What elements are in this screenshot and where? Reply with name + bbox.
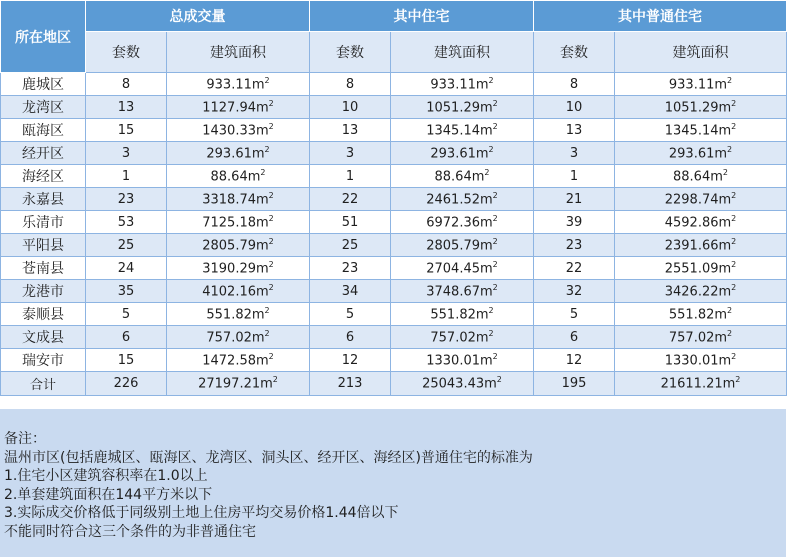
note-line: 1.住宅小区建筑容积率在1.0以上 — [4, 468, 208, 484]
res-count-cell: 51 — [310, 211, 391, 234]
total-count-cell: 35 — [86, 280, 167, 303]
region-cell: 瓯海区 — [1, 119, 86, 142]
total-count-cell: 24 — [86, 257, 167, 280]
region-cell: 文成县 — [1, 326, 86, 349]
res-count-cell: 25 — [310, 234, 391, 257]
header-residential: 其中住宅 — [310, 1, 534, 32]
total-count: 226 — [86, 372, 167, 396]
res-area-cell: $293.61m^2$ — [391, 142, 534, 165]
res-area-cell: $551.82m^2$ — [391, 303, 534, 326]
res-area-cell: $2805.79m^2$ — [391, 234, 534, 257]
table-body — [1, 73, 787, 372]
ord-count-cell: 1 — [534, 165, 615, 188]
note-line: 2.单套建筑面积在144平方米以下 — [4, 486, 213, 503]
ord-area-cell: $2298.74m^2$ — [615, 188, 787, 211]
total-res-area: $25043.43m^2$ — [391, 372, 534, 396]
total-count-cell: 8 — [86, 73, 167, 96]
total-area-cell: $1127.94m^2$ — [167, 96, 310, 119]
ord-count-cell: 23 — [534, 234, 615, 257]
total-count-cell: 13 — [86, 96, 167, 119]
ord-area-cell: $2391.66m^2$ — [615, 234, 787, 257]
ord-count-cell: 22 — [534, 257, 615, 280]
total-ord-area: $21611.21m^2$ — [615, 372, 787, 396]
region-cell: 永嘉县 — [1, 188, 86, 211]
total-area-cell: $88.64m^2$ — [167, 165, 310, 188]
total-count-cell: 53 — [86, 211, 167, 234]
total-count-cell: 25 — [86, 234, 167, 257]
region-cell: 瑞安市 — [1, 349, 86, 372]
region-cell: 乐清市 — [1, 211, 86, 234]
total-count-cell: 6 — [86, 326, 167, 349]
total-area-cell: $3190.29m^2$ — [167, 257, 310, 280]
table-row — [1, 349, 787, 372]
subheader-ord-count: 套数 — [534, 32, 615, 73]
total-count-cell: 3 — [86, 142, 167, 165]
res-count-cell: 1 — [310, 165, 391, 188]
table-row — [1, 280, 787, 303]
res-area-cell: $757.02m^2$ — [391, 326, 534, 349]
ord-area-cell: $4592.86m^2$ — [615, 211, 787, 234]
res-area-cell: $88.64m^2$ — [391, 165, 534, 188]
total-ord-count: 195 — [534, 372, 615, 396]
note-line: 不能同时符合这三个条件的为非普通住宅 — [4, 523, 256, 540]
region-cell: 苍南县 — [1, 257, 86, 280]
ord-count-cell: 5 — [534, 303, 615, 326]
subheader-res-area: 建筑面积 — [391, 32, 534, 73]
ord-area-cell: $2551.09m^2$ — [615, 257, 787, 280]
res-area-cell: $1345.14m^2$ — [391, 119, 534, 142]
ord-area-cell: $293.61m^2$ — [615, 142, 787, 165]
total-area-cell: $2805.79m^2$ — [167, 234, 310, 257]
res-area-cell: $6972.36m^2$ — [391, 211, 534, 234]
res-area-cell: $1330.01m^2$ — [391, 349, 534, 372]
res-count-cell: 10 — [310, 96, 391, 119]
ord-count-cell: 21 — [534, 188, 615, 211]
subheader-ord-area: 建筑面积 — [615, 32, 787, 73]
region-cell: 平阳县 — [1, 234, 86, 257]
ord-area-cell: $757.02m^2$ — [615, 326, 787, 349]
header-total: 总成交量 — [86, 1, 310, 32]
res-area-cell: $3748.67m^2$ — [391, 280, 534, 303]
ord-count-cell: 6 — [534, 326, 615, 349]
table-row — [1, 165, 787, 188]
notes-panel — [0, 409, 786, 557]
res-area-cell: $2461.52m^2$ — [391, 188, 534, 211]
table-row — [1, 303, 787, 326]
res-count-cell: 34 — [310, 280, 391, 303]
total-area-cell: $4102.16m^2$ — [167, 280, 310, 303]
table-row — [1, 326, 787, 349]
total-count-cell: 15 — [86, 349, 167, 372]
ord-area-cell: $88.64m^2$ — [615, 165, 787, 188]
total-area-cell: $7125.18m^2$ — [167, 211, 310, 234]
region-cell: 泰顺县 — [1, 303, 86, 326]
total-res-count: 213 — [310, 372, 391, 396]
res-count-cell: 23 — [310, 257, 391, 280]
ord-count-cell: 8 — [534, 73, 615, 96]
res-count-cell: 8 — [310, 73, 391, 96]
table-row — [1, 188, 787, 211]
res-area-cell: $933.11m^2$ — [391, 73, 534, 96]
ord-count-cell: 12 — [534, 349, 615, 372]
ord-area-cell: $1051.29m^2$ — [615, 96, 787, 119]
total-area-cell: $551.82m^2$ — [167, 303, 310, 326]
note-line: 3.实际成交价格低于同级别土地上住房平均交易价格1.44倍以下 — [4, 505, 399, 521]
total-area-cell: $757.02m^2$ — [167, 326, 310, 349]
ord-count-cell: 10 — [534, 96, 615, 119]
total-area: $27197.21m^2$ — [167, 372, 310, 396]
table-row — [1, 234, 787, 257]
res-area-cell: $2704.45m^2$ — [391, 257, 534, 280]
ord-area-cell: $933.11m^2$ — [615, 73, 787, 96]
table-row — [1, 142, 787, 165]
ord-area-cell: $551.82m^2$ — [615, 303, 787, 326]
ord-area-cell: $3426.22m^2$ — [615, 280, 787, 303]
total-area-cell: $293.61m^2$ — [167, 142, 310, 165]
ord-area-cell: $1345.14m^2$ — [615, 119, 787, 142]
total-count-cell: 23 — [86, 188, 167, 211]
ord-count-cell: 13 — [534, 119, 615, 142]
header-ordinary-residential: 其中普通住宅 — [534, 1, 787, 32]
subheader-total-count: 套数 — [86, 32, 167, 73]
res-count-cell: 3 — [310, 142, 391, 165]
res-count-cell: 22 — [310, 188, 391, 211]
note-title: 备注： — [4, 431, 46, 447]
header-region: 所在地区 — [1, 1, 86, 73]
ord-count-cell: 39 — [534, 211, 615, 234]
table-row — [1, 211, 787, 234]
total-area-cell: $3318.74m^2$ — [167, 188, 310, 211]
table-row — [1, 96, 787, 119]
subheader-total-area: 建筑面积 — [167, 32, 310, 73]
res-area-cell: $1051.29m^2$ — [391, 96, 534, 119]
ord-area-cell: $1330.01m^2$ — [615, 349, 787, 372]
region-cell: 龙港市 — [1, 280, 86, 303]
table-row — [1, 73, 787, 96]
table-row — [1, 119, 787, 142]
total-area-cell: $933.11m^2$ — [167, 73, 310, 96]
res-count-cell: 13 — [310, 119, 391, 142]
ord-count-cell: 3 — [534, 142, 615, 165]
region-cell: 经开区 — [1, 142, 86, 165]
region-cell: 海经区 — [1, 165, 86, 188]
note-line: 温州市区(包括鹿城区、瓯海区、龙湾区、洞头区、经开区、海经区)普通住宅的标准为 — [4, 449, 533, 466]
ord-count-cell: 32 — [534, 280, 615, 303]
total-row — [1, 372, 787, 396]
total-count-cell: 15 — [86, 119, 167, 142]
res-count-cell: 5 — [310, 303, 391, 326]
total-count-cell: 1 — [86, 165, 167, 188]
region-cell: 龙湾区 — [1, 96, 86, 119]
total-label: 合计 — [1, 372, 86, 396]
total-area-cell: $1430.33m^2$ — [167, 119, 310, 142]
total-area-cell: $1472.58m^2$ — [167, 349, 310, 372]
subheader-res-count: 套数 — [310, 32, 391, 73]
res-count-cell: 12 — [310, 349, 391, 372]
table-row — [1, 257, 787, 280]
region-cell: 鹿城区 — [1, 73, 86, 96]
res-count-cell: 6 — [310, 326, 391, 349]
total-count-cell: 5 — [86, 303, 167, 326]
